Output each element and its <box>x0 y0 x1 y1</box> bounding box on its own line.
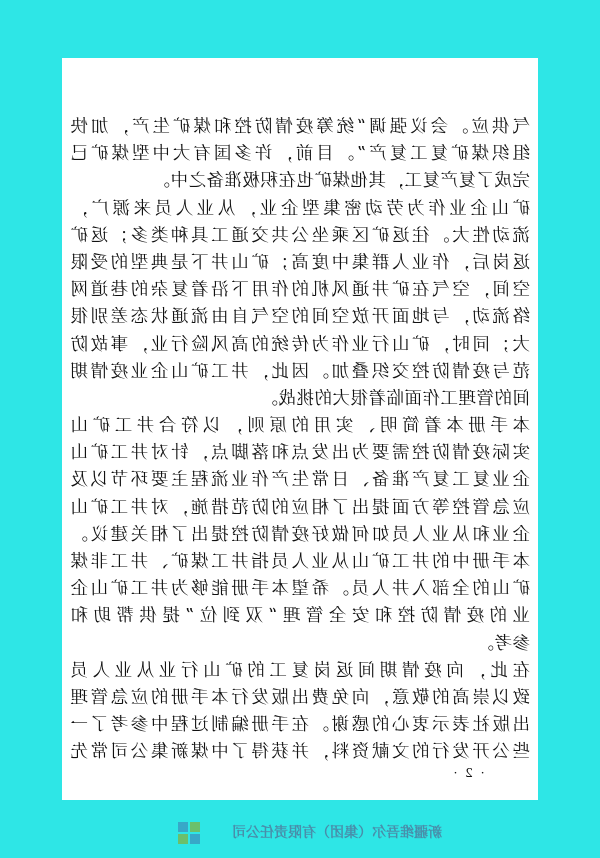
text-line: 矿山企业作为劳动密集型企业，从业人员来源广， <box>70 198 530 219</box>
text-line: 返岗后，作业人群集中度高；矿山井下是典型的受限 <box>70 252 530 273</box>
publisher-watermark: 新疆维吾尔（集团）有限责任公司 <box>232 825 442 841</box>
text-line: 本手册中的井工矿山从业人员指井工煤矿、井工非煤 <box>70 552 530 572</box>
text-line: 在此，向疫情期间返岗复工的矿山行业从业人员 <box>70 660 530 681</box>
footer-watermark <box>0 812 600 858</box>
text-line: 致以崇高的敬意，向免费出版发行本手册的应急管理 <box>70 687 530 708</box>
text-line: 业的疫情防控和安全管理“双到位”提供帮助和 <box>70 606 530 627</box>
text-line: 完成了复产复工，其他煤矿也在积极准备之中。 <box>152 171 530 192</box>
text-line: 企业和从业人员如何做好疫情防控提出了相关建议。 <box>70 524 530 545</box>
text-line: 矿山的全部入井人员。希望本手册能够为井工矿山企 <box>70 579 530 600</box>
text-line: 络流动，与地面开放空间的空气自由流通状态差别很 <box>70 307 530 328</box>
text-line: 流动性大。往返矿区乘坐公共交通工具种类多；返矿 <box>70 225 530 246</box>
text-line: 出版社表示衷心的感谢。在手册编制过程中参考了一 <box>70 715 530 736</box>
text-line: 参考。 <box>476 633 530 654</box>
text-line: 范与疫情防控交织叠加。因此，井工矿山企业疫情期 <box>70 361 530 382</box>
text-line: 气供应。会议强调“统筹疫情防控和煤矿生产，加快 <box>70 117 530 137</box>
text-line: 大；同时，矿山行业作为传统的高风险行业，事故防 <box>70 334 530 355</box>
text-line: 实际疫情防控需要为出发点和落脚点，针对井工矿山 <box>70 443 530 464</box>
body-text <box>70 114 530 767</box>
text-line: 些公开发行的文献资料，并获得了中煤新集公司常先 <box>70 742 530 763</box>
text-line: 企业复工复产准备、日常生产作业流程主要环节以及 <box>70 470 530 491</box>
publisher-logo-icon <box>176 818 204 848</box>
text-line: 空间，空气在矿井通风机的作用下沿着复杂的巷道网 <box>70 280 530 301</box>
text-line: 间的管理工作面临着很大的挑战。 <box>260 388 530 409</box>
text-line: 应急管控等方面提出了相应的防范措施，对井工矿山 <box>70 497 530 518</box>
text-line: 组织煤矿复工复产”。目前，许多国有大中型煤矿已 <box>70 144 530 165</box>
text-line: 本手册本着简明、实用的原则，以符合井工矿山 <box>70 416 530 437</box>
page-number: · 2 · <box>451 766 485 780</box>
